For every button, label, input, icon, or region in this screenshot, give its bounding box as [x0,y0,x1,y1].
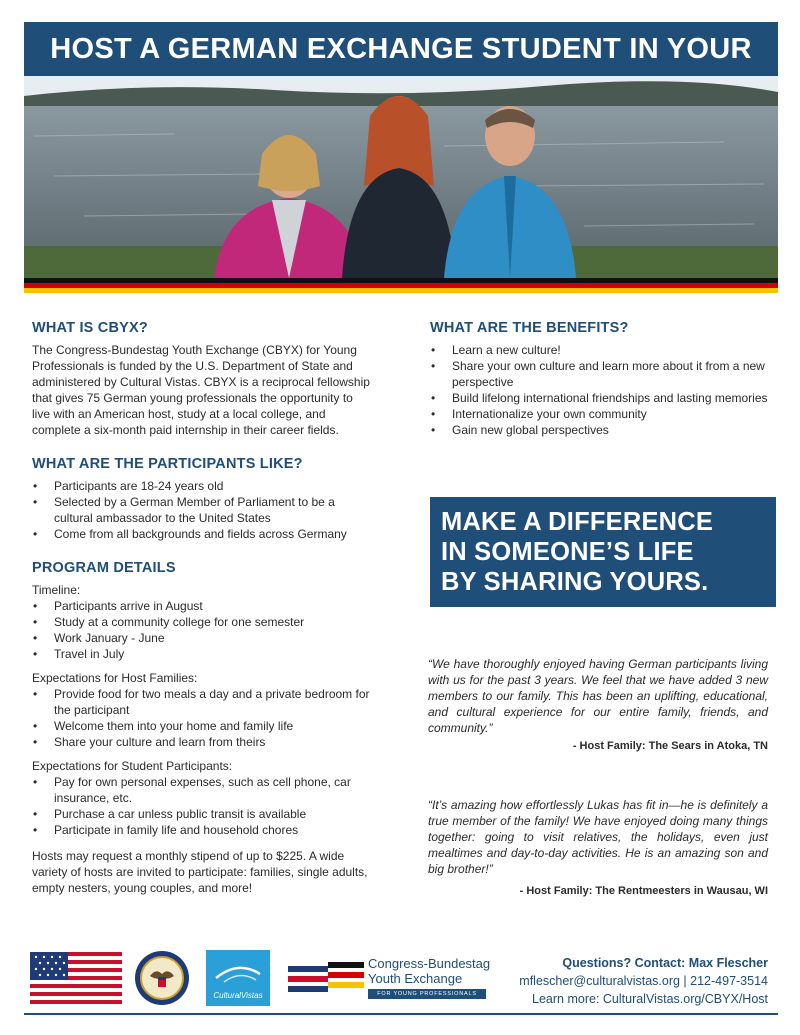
left-column [32,320,372,914]
benefits-heading: WHAT ARE THE BENEFITS? [430,320,629,336]
list-item: • Travel in July [32,646,372,662]
testimonial-attribution: - Host Family: The Rentmeesters in Wausau, WI [519,885,768,897]
cultural-vistas-logo [206,950,270,1006]
list-item: • Share your own culture and learn more about it from a new perspective [430,358,770,390]
program-heading: PROGRAM DETAILS [32,560,176,576]
host-expectations-list [32,686,372,750]
list-item: • Come from all backgrounds and fields across Germany [32,526,372,542]
list-item: • Study at a community college for one semester [32,614,372,630]
list-item: • Provide food for two meals a day and a private bedroom for the participant [32,686,372,718]
list-item: • Internationalize your own community [430,406,770,422]
list-item: • Participants are 18-24 years old [32,478,372,494]
cultural-vistas-wordmark: CulturalVistas [213,991,263,1000]
student-expectations-list [32,774,372,838]
cta-line: BY SHARING YOURS. [441,568,709,596]
program-section [32,560,372,896]
contact-email-phone[interactable]: mflescher@culturalvistas.org | 212-497-3514 [519,974,768,988]
contact-block [519,954,768,1008]
contact-line: Questions? Contact: Max Flescher [562,956,768,970]
cbyx-logo-tagline: FOR YOUNG PROFESSIONALS [368,989,486,999]
testimonial-quote: “It’s amazing how effortlessly Lukas has fit in—he is definitely a true member of the family! We have enjoyed doing many things together: going to visit relatives, the holidays, even just mealtimes and day-to-day activities. He is an amazing son and big brother!” [428,798,768,876]
cta-line: IN SOMEONE’S LIFE [441,538,694,566]
host-expectations-label: Expectations for Host Families: [32,671,198,685]
student-expectations-label: Expectations for Student Participants: [32,759,233,773]
participants-list [32,478,372,542]
list-item: • Gain new global perspectives [430,422,770,438]
cbyx-section [32,320,372,438]
list-item: • Share your culture and learn from theirs [32,734,372,750]
call-to-action-box [430,497,776,607]
host-family-photo [24,76,778,278]
list-item: • Welcome them into your home and family life [32,718,372,734]
cbyx-logo-line2: Youth Exchange [368,971,463,986]
list-item: • Build lifelong international friendships and lasting memories [430,390,770,406]
list-item: • Pay for own personal expenses, such as cell phone, car insurance, etc. [32,774,372,806]
list-item: • Learn a new culture! [430,342,770,358]
cbyx-body: The Congress-Bundestag Youth Exchange (CBYX) for Young Professionals is funded by the U.S. Department of State and administered by Cultural Vistas. CBYX is a reciprocal fellowship that gives 75 German young professionals the opportunity to live with an American host, study at a local college, and complete a six-month paid internship in their career fields. [32,343,370,437]
participants-heading: WHAT ARE THE PARTICIPANTS LIKE? [32,456,303,472]
benefits-section [430,320,770,438]
list-item: • Participants arrive in August [32,598,372,614]
cbyx-logo-line1: Congress-Bundestag [368,956,491,971]
benefits-list [430,342,770,438]
list-item: • Selected by a German Member of Parliament to be a cultural ambassador to the United States [32,494,372,526]
stipend-note: Hosts may request a monthly stipend of up to $225. A wide variety of hosts are invited to participate: families, single adults, empty nesters, young couples, and more! [32,849,368,895]
cbyx-heading: WHAT IS CBYX? [32,320,148,336]
learn-more-link[interactable]: Learn more: CulturalVistas.org/CBYX/Host [532,992,768,1006]
list-item: • Work January - June [32,630,372,646]
title-banner [24,22,778,76]
participants-section [32,456,372,542]
flag-stripe-gold [24,288,778,293]
list-item: • Purchase a car unless public transit is available [32,806,372,822]
timeline-label: Timeline: [32,583,81,597]
testimonial-quote: “We have thoroughly enjoyed having German participants living with us for the past 3 years. We feel that we have added 3 new members to our family. This has been an uplifting, educational, and cultural experience for our entire family, friends, and community.” [428,657,768,735]
testimonial-attribution: - Host Family: The Sears in Atoka, TN [572,740,768,752]
timeline-list [32,598,372,662]
cta-line: MAKE A DIFFERENCE [441,508,714,536]
us-flag-icon [30,952,122,1009]
department-of-state-seal-icon [134,950,190,1011]
list-item: • Participate in family life and household chores [32,822,372,838]
footer-divider [24,1013,778,1015]
page-title: HOST A GERMAN EXCHANGE STUDENT IN YOUR [50,33,752,65]
